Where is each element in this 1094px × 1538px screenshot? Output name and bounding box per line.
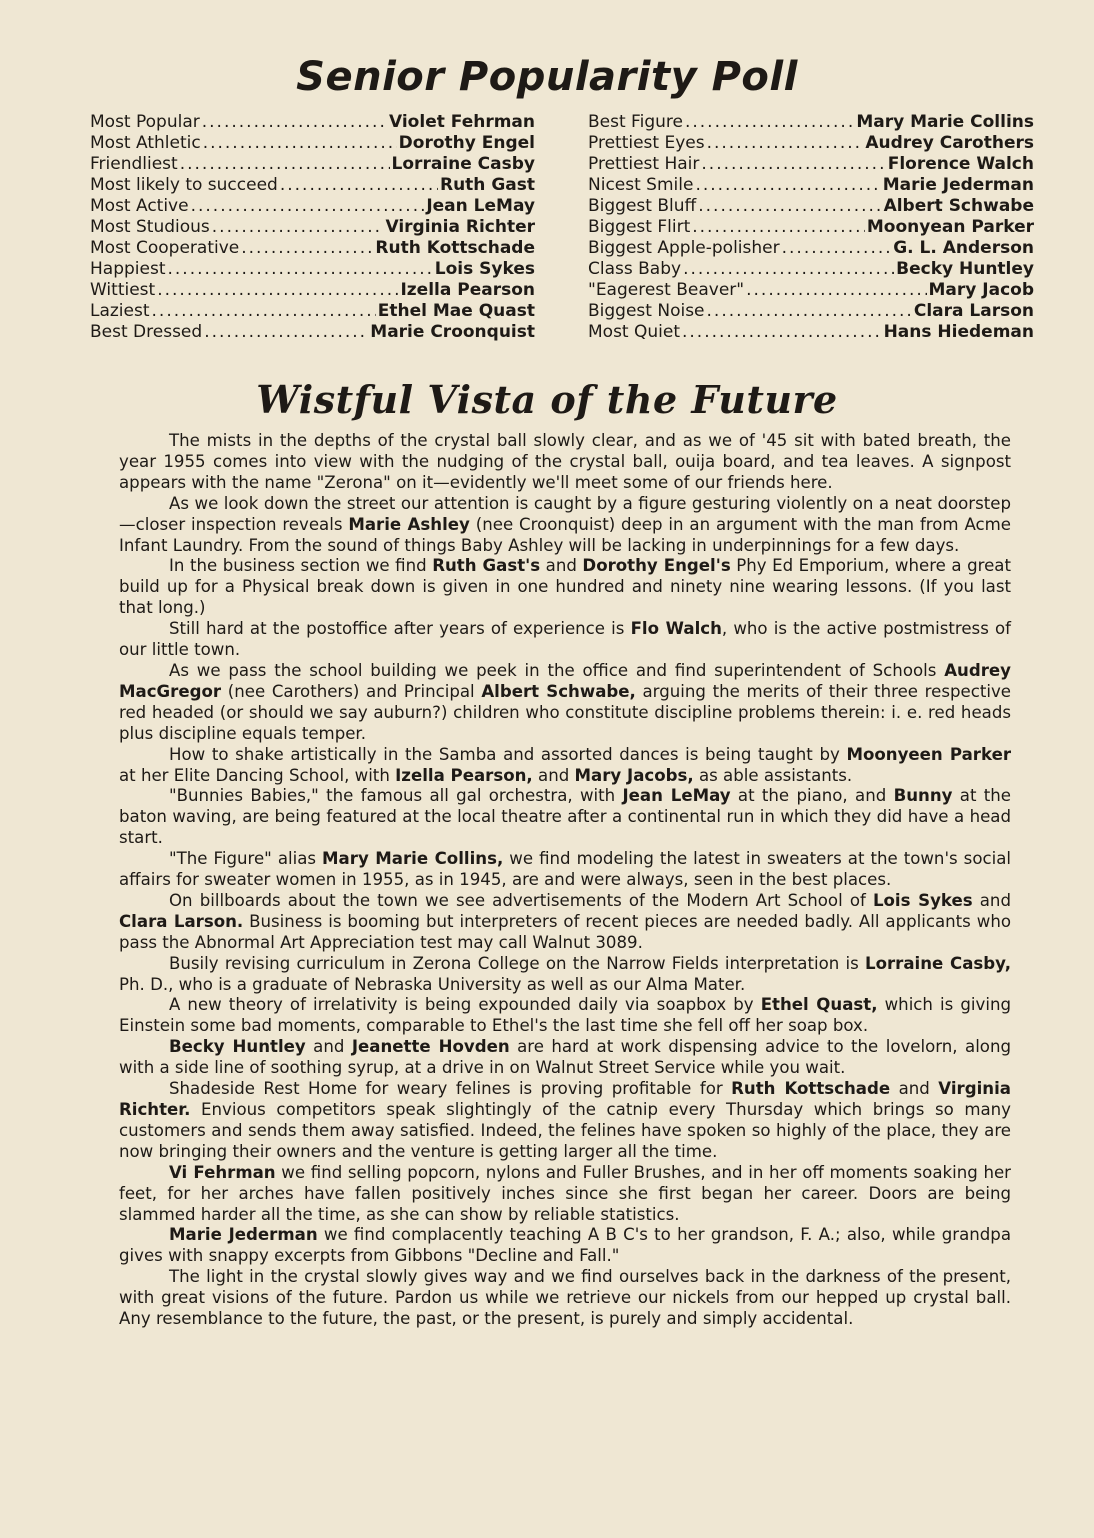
- poll-winner: G. L. Anderson: [893, 238, 1034, 258]
- poll-row: [588, 154, 1034, 175]
- poll-category: Wittiest: [90, 280, 156, 300]
- story-paragraph: Still hard at the postoffice after years of experience is Flo Walch, who is the active postmistress of our little town.: [119, 619, 1011, 660]
- poll-winner: Jean LeMay: [426, 196, 535, 216]
- dot-leader: [152, 301, 376, 322]
- person-name: Jeanette Hovden: [351, 1037, 510, 1057]
- poll-row: [90, 175, 535, 196]
- poll-category: Most Active: [90, 196, 189, 216]
- poll-row: [90, 322, 535, 343]
- poll-category: Most Quiet: [588, 322, 680, 342]
- person-name: Marie Ashley: [348, 514, 470, 534]
- poll-category: Prettiest Eyes: [588, 133, 705, 153]
- story-paragraph: Marie Jederman we find complacently teaching A B C's to her grandson, F. A.; also, while grandpa gives with snappy excerpts from Gibbons "Decline and Fall.": [119, 1225, 1011, 1266]
- vista-story: [119, 431, 1011, 1330]
- poll-winner: Hans Hiedeman: [883, 322, 1034, 342]
- poll-row: [588, 175, 1034, 196]
- person-name: Vi Fehrman: [169, 1162, 276, 1182]
- poll-winner: Audrey Carothers: [865, 133, 1034, 153]
- dot-leader: [202, 112, 387, 133]
- story-paragraph: As we look down the street our attention is caught by a figure gesturing violently on a neat doorstep—closer inspection reveals Marie Ashley (nee Croonquist) deep in an argument with the man from Acme Infant Laundry. From the sound of things Baby Ashley will be lacking in underpinnings for a few days.: [119, 493, 1012, 555]
- poll-winner: Lorraine Casby: [391, 154, 535, 174]
- person-name: Clara Larson.: [119, 911, 244, 931]
- dot-leader: [695, 175, 880, 196]
- story-paragraph: Becky Huntley and Jeanette Hovden are hard at work dispensing advice to the lovelorn, along with a side line of soothing syrup, at a drive in on Walnut Street Service while you wait.: [119, 1037, 1012, 1078]
- story-paragraph: "Bunnies Babies," the famous all gal orchestra, with Jean LeMay at the piano, and Bunny at the baton waving, are being featured at the local theatre after a continental run in which they did have a head start.: [119, 786, 1011, 848]
- poll-row: [588, 196, 1034, 217]
- person-name: Bunny: [893, 786, 953, 806]
- dot-leader: [685, 112, 854, 133]
- vista-title: Wistful Vista of the Future: [256, 377, 838, 422]
- poll-category: Best Dressed: [90, 322, 203, 342]
- poll-winner: Violet Fehrman: [389, 112, 535, 132]
- poll-winner: Ruth Kottschade: [375, 238, 535, 258]
- poll-category: Nicest Smile: [588, 175, 694, 195]
- dot-leader: [692, 217, 865, 238]
- dot-leader: [280, 175, 438, 196]
- person-name: Audrey MacGregor: [119, 660, 1011, 701]
- poll-category: Biggest Noise: [588, 301, 705, 321]
- story-paragraph: Busily revising curriculum in Zerona College on the Narrow Fields interpretation is Lorraine Casby, Ph. D., who is a graduate of Nebraska University as well as our Alma Mater.: [119, 953, 1011, 994]
- story-paragraph: The light in the crystal slowly gives way and we find ourselves back in the darkness of the present, with great visions of the future. Pardon us while we retrieve our nickels from our hepped up crystal ball. Any resemblance to the future, the past, or the present, is purely and simply accidental.: [119, 1267, 1011, 1329]
- poll-category: Prettiest Hair: [588, 154, 700, 174]
- poll-winner: Dorothy Engel: [398, 133, 535, 153]
- poll-category: Biggest Flirt: [588, 217, 691, 237]
- dot-leader: [698, 196, 881, 217]
- dot-leader: [707, 133, 864, 154]
- dot-leader: [683, 259, 894, 280]
- poll-row: [90, 154, 535, 175]
- poll-winner: Florence Walch: [887, 154, 1034, 174]
- poll-row: [588, 112, 1034, 133]
- dot-leader: [241, 238, 373, 259]
- dot-leader: [204, 322, 368, 343]
- poll-winner: Moonyean Parker: [866, 217, 1034, 237]
- poll-category: Best Figure: [588, 112, 683, 132]
- dot-leader: [180, 154, 390, 175]
- poll-row: [588, 259, 1034, 280]
- story-paragraph: On billboards about the town we see advertisements of the Modern Art School of Lois Sykes and Clara Larson. Business is booming but interpreters of recent pieces are needed badly. All applicants who pass the Abnormal Art Appreciation test may call Walnut 3089.: [119, 890, 1011, 952]
- poll-category: Most Cooperative: [90, 238, 240, 258]
- poll-category: Happiest: [90, 259, 166, 279]
- story-paragraph: A new theory of irrelativity is being expounded daily via soapbox by Ethel Quast, which is giving Einstein some bad moments, comparable to Ethel's the last time she fell off her soap box.: [119, 995, 1011, 1036]
- person-name: Jean LeMay: [622, 786, 731, 806]
- person-name: Ruth Kottschade: [731, 1079, 891, 1099]
- poll-category: Biggest Apple-polisher: [588, 238, 780, 258]
- poll-row: [90, 112, 535, 133]
- poll-category: Friendliest: [90, 154, 178, 174]
- poll-row: [588, 322, 1034, 343]
- poll-row: [90, 238, 535, 259]
- dot-leader: [203, 133, 397, 154]
- poll-category: Biggest Bluff: [588, 196, 697, 216]
- poll-category: "Eagerest Beaver": [588, 280, 745, 300]
- poll-category: Most Studious: [90, 217, 210, 237]
- person-name: Ruth Gast's: [432, 556, 541, 576]
- person-name: Moonyeen Parker: [846, 744, 1012, 764]
- story-paragraph: As we pass the school building we peek in the office and find superintendent of Schools Audrey MacGregor (nee Carothers) and Principal Albert Schwabe, arguing the merits of their three respective red headed (or should we say auburn?) children who constitute discipline problems therein: i. e. red heads plus discipline equals temper.: [119, 660, 1011, 743]
- person-name: Virginia Richter.: [119, 1079, 1011, 1119]
- dot-leader: [707, 301, 912, 322]
- poll-category: Most Popular: [90, 112, 200, 132]
- poll-row: [588, 280, 1034, 301]
- poll-winner: Becky Huntley: [896, 259, 1034, 279]
- poll-title: Senior Popularity Poll: [296, 54, 798, 100]
- person-name: Mary Marie Collins,: [322, 849, 504, 869]
- person-name: Izella Pearson,: [395, 765, 533, 785]
- poll-category: Laziest: [90, 301, 150, 321]
- poll-category: Most Athletic: [90, 133, 201, 153]
- poll-row: [588, 217, 1034, 238]
- story-paragraph: Shadeside Rest Home for weary felines is proving profitable for Ruth Kottschade and Virginia Richter. Envious competitors speak slightingly of the catnip every Thursday which brings so many customers and sends them away satisfied. Indeed, the felines have spoken so highly of the place, they are now bringing their owners and the venture is getting larger all the time.: [119, 1079, 1011, 1161]
- poll-row: [90, 280, 535, 301]
- person-name: Dorothy Engel's: [582, 556, 731, 576]
- person-name: Ethel Quast,: [760, 995, 878, 1015]
- poll-winner: Lois Sykes: [434, 259, 535, 279]
- person-name: Flo Walch: [630, 619, 722, 639]
- poll-row: [588, 301, 1034, 322]
- poll-winner: Ruth Gast: [439, 175, 535, 195]
- poll-left-column: [90, 112, 535, 343]
- story-paragraph: The mists in the depths of the crystal ball slowly clear, and as we of '45 sit with bated breath, the year 1955 comes into view with the nudging of the crystal ball, ouija board, and tea leaves. A signpost appears with the name "Zerona" on it—evidently we'll meet some of our friends here.: [119, 431, 1011, 492]
- story-paragraph: How to shake artistically in the Samba and assorted dances is being taught by Moonyeen Parker at her Elite Dancing School, with Izella Pearson, and Mary Jacobs, as able assistants.: [119, 744, 1012, 785]
- person-name: Becky Huntley: [169, 1037, 306, 1057]
- dot-leader: [157, 280, 398, 301]
- dot-leader: [168, 259, 433, 280]
- dot-leader: [701, 154, 885, 175]
- poll-row: [588, 133, 1034, 154]
- poll-winner: Ethel Mae Quast: [377, 301, 535, 321]
- poll-winner: Albert Schwabe: [883, 196, 1034, 216]
- story-paragraph: Vi Fehrman we find selling popcorn, nylons and Fuller Brushes, and in her off moments soaking her feet, for her arches have fallen positively inches since she first began her career. Doors are being slammed harder all the time, as she can show by reliable statistics.: [119, 1162, 1011, 1224]
- poll-row: [90, 217, 535, 238]
- poll-winner: Mary Marie Collins: [856, 112, 1034, 132]
- person-name: Albert Schwabe,: [481, 681, 636, 701]
- poll-winner: Izella Pearson: [400, 280, 535, 300]
- dot-leader: [191, 196, 425, 217]
- poll-row: [90, 301, 535, 322]
- dot-leader: [746, 280, 926, 301]
- poll-row: [588, 238, 1034, 259]
- person-name: Lorraine Casby,: [865, 953, 1011, 973]
- poll-winner: Clara Larson: [913, 301, 1034, 321]
- poll-category: Most likely to succeed: [90, 175, 278, 195]
- person-name: Lois Sykes: [872, 890, 973, 910]
- poll-winner: Marie Croonquist: [370, 322, 535, 342]
- dot-leader: [212, 217, 384, 238]
- person-name: Marie Jederman: [169, 1225, 318, 1245]
- person-name: Mary Jacobs,: [574, 765, 694, 785]
- dot-leader: [682, 322, 882, 343]
- poll-winner: Virginia Richter: [385, 217, 535, 237]
- story-paragraph: In the business section we find Ruth Gast's and Dorothy Engel's Phy Ed Emporium, where a great build up for a Physical break down is given in one hundred and ninety nine wearing lessons. (If you last that long.): [119, 556, 1011, 618]
- story-paragraph: "The Figure" alias Mary Marie Collins, we find modeling the latest in sweaters at the town's social affairs for sweater women in 1955, as in 1945, are and were always, seen in the best places.: [119, 849, 1011, 890]
- dot-leader: [782, 238, 892, 259]
- poll-row: [90, 259, 535, 280]
- poll-winner: Mary Jacob: [928, 280, 1034, 300]
- poll-row: [90, 196, 535, 217]
- poll-category: Class Baby: [588, 259, 682, 279]
- poll-winner: Marie Jederman: [882, 175, 1034, 195]
- poll-row: [90, 133, 535, 154]
- poll-right-column: [588, 112, 1034, 343]
